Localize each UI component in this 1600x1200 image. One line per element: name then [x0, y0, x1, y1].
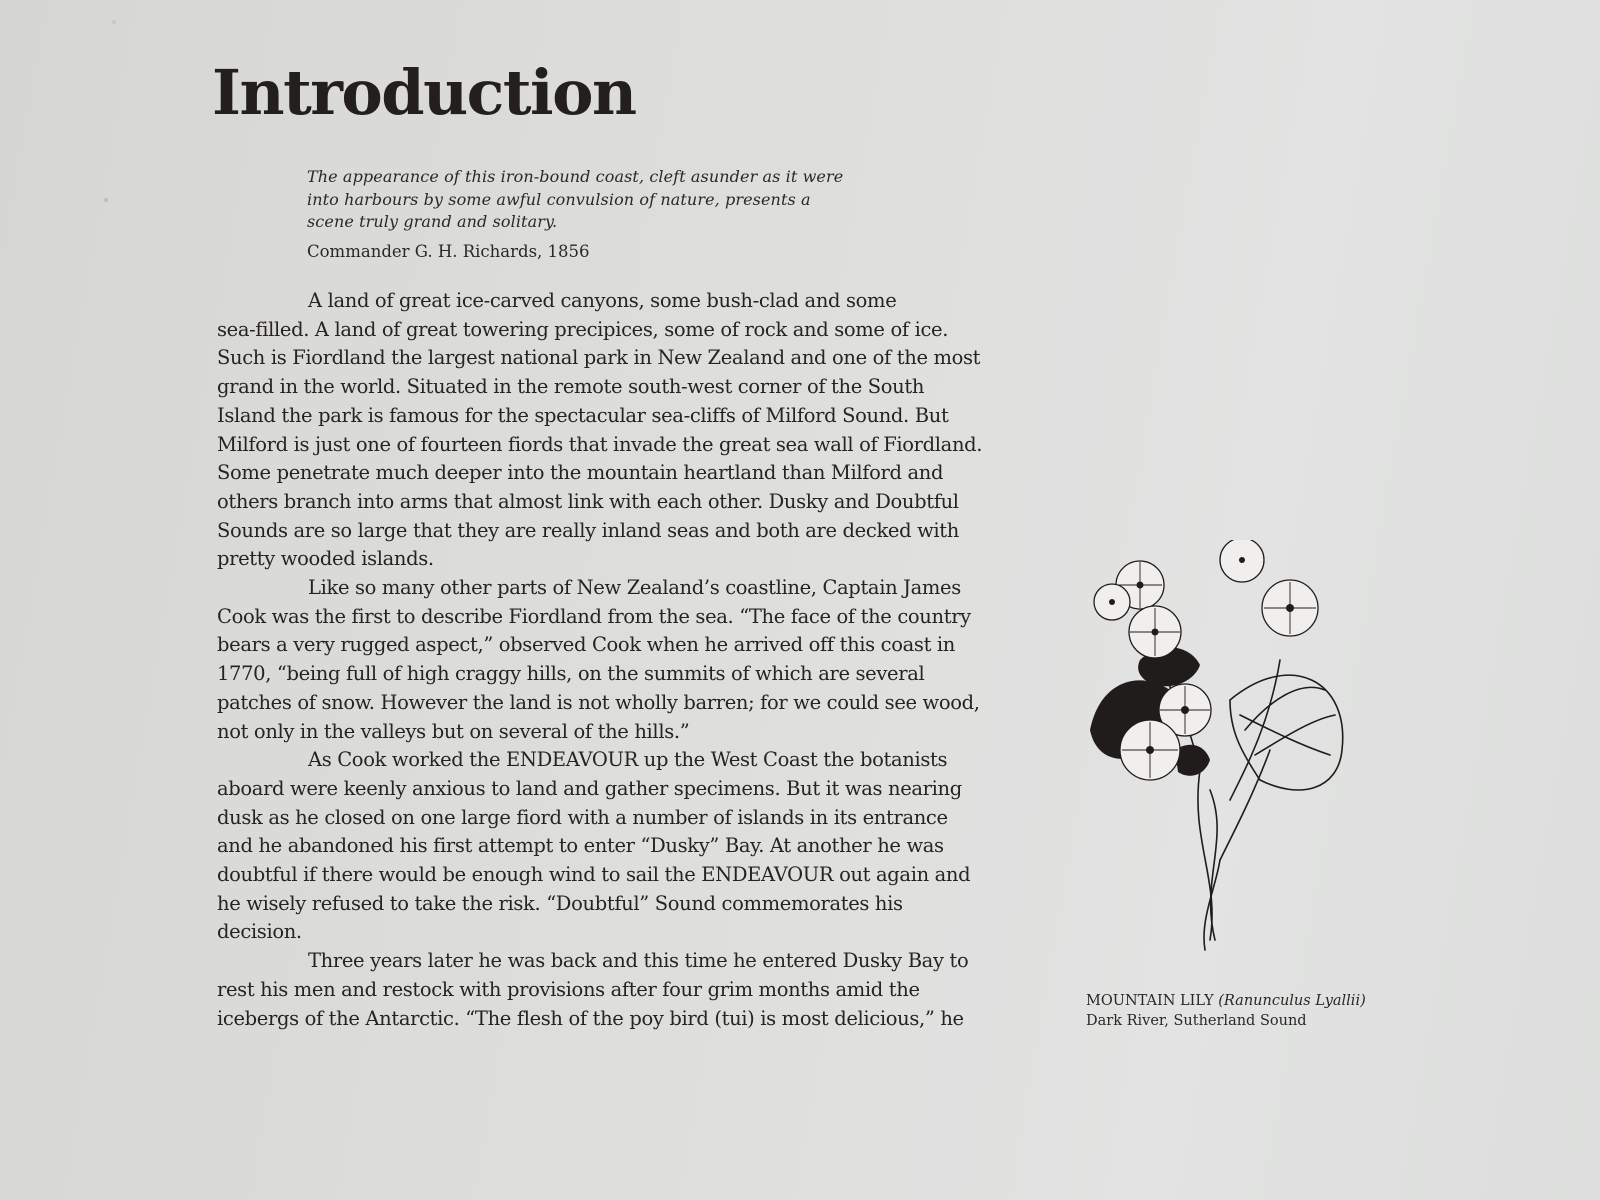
body-line: decision. — [217, 920, 302, 944]
caption-title-line — [1086, 992, 1406, 1012]
body-line: patches of snow. However the land is not wholly barren; for we could see wood, — [217, 690, 980, 714]
body-line: Sounds are so large that they are really inland seas and both are decked with — [217, 518, 960, 542]
paper-speck — [112, 20, 116, 24]
body-line: Like so many other parts of New Zealand’s coastline, Captain James — [308, 576, 961, 600]
body-line: doubtful if there would be enough wind to sail the ENDEAVOUR out again and — [217, 863, 971, 887]
body-line: Island the park is famous for the spectacular sea-cliffs of Milford Sound. But — [217, 403, 949, 427]
body-line: A land of great ice-carved canyons, some bush-clad and some — [308, 289, 897, 312]
body-line: not only in the valleys but on several of the hills.” — [217, 719, 690, 743]
caption-latin-name: (Ranunculus Lyallii) — [1218, 993, 1366, 1009]
epigraph-attribution: Commander G. H. Richards, 1856 — [307, 241, 590, 261]
epigraph-line: scene truly grand and solitary. — [307, 212, 558, 231]
body-line: bears a very rugged aspect,” observed Cook when he arrived off this coast in — [217, 633, 956, 657]
body-line: pretty wooded islands. — [217, 547, 434, 571]
figure-caption — [1086, 992, 1406, 1031]
body-line: Three years later he was back and this time he entered Dusky Bay to — [308, 949, 969, 973]
body-line: he wisely refused to take the risk. “Doubtful” Sound commemorates his — [217, 891, 903, 915]
epigraph-quote — [307, 166, 907, 234]
body-line: rest his men and restock with provisions after four grim months amid the — [217, 977, 920, 1001]
body-line: others branch into arms that almost link with each other. Dusky and Doubtful — [217, 489, 959, 513]
body-line: Some penetrate much deeper into the mountain heartland than Milford and — [217, 461, 944, 485]
caption-name: MOUNTAIN LILY — [1086, 993, 1219, 1009]
epigraph — [307, 166, 907, 263]
body-line: Milford is just one of fourteen fiords that invade the great sea wall of Fiordland. — [217, 432, 983, 456]
body-line: grand in the world. Situated in the remote south-west corner of the South — [217, 375, 925, 399]
body-line: and he abandoned his first attempt to enter “Dusky” Bay. At another he was — [217, 834, 944, 858]
chapter-title: Introduction — [212, 56, 636, 129]
body-line: As Cook worked the ENDEAVOUR up the West Coast the botanists — [308, 748, 948, 772]
caption-location: Dark River, Sutherland Sound — [1086, 1012, 1307, 1029]
body-line: Such is Fiordland the largest national park in New Zealand and one of the most — [217, 346, 981, 370]
mountain-lily-illustration — [1080, 540, 1400, 980]
body-line: sea-filled. A land of great towering precipices, some of rock and some of ice. — [217, 317, 949, 341]
body-line: 1770, “being full of high craggy hills, on the summits of which are several — [217, 662, 925, 686]
paper-speck — [104, 198, 108, 202]
body-line: aboard were keenly anxious to land and gather specimens. But it was nearing — [217, 776, 962, 800]
epigraph-line: into harbours by some awful convulsion of nature, presents a — [307, 189, 811, 209]
body-text — [217, 287, 1037, 1033]
body-line: Cook was the first to describe Fiordland from the sea. “The face of the country — [217, 604, 971, 628]
epigraph-line: The appearance of this iron-bound coast, cleft asunder as it were — [307, 167, 844, 186]
flower-drawing — [1080, 540, 1380, 980]
body-line: icebergs of the Antarctic. “The flesh of the poy bird (tui) is most delicious,” he — [217, 1006, 964, 1030]
body-line: dusk as he closed on one large fiord with a number of islands in its entrance — [217, 805, 948, 829]
